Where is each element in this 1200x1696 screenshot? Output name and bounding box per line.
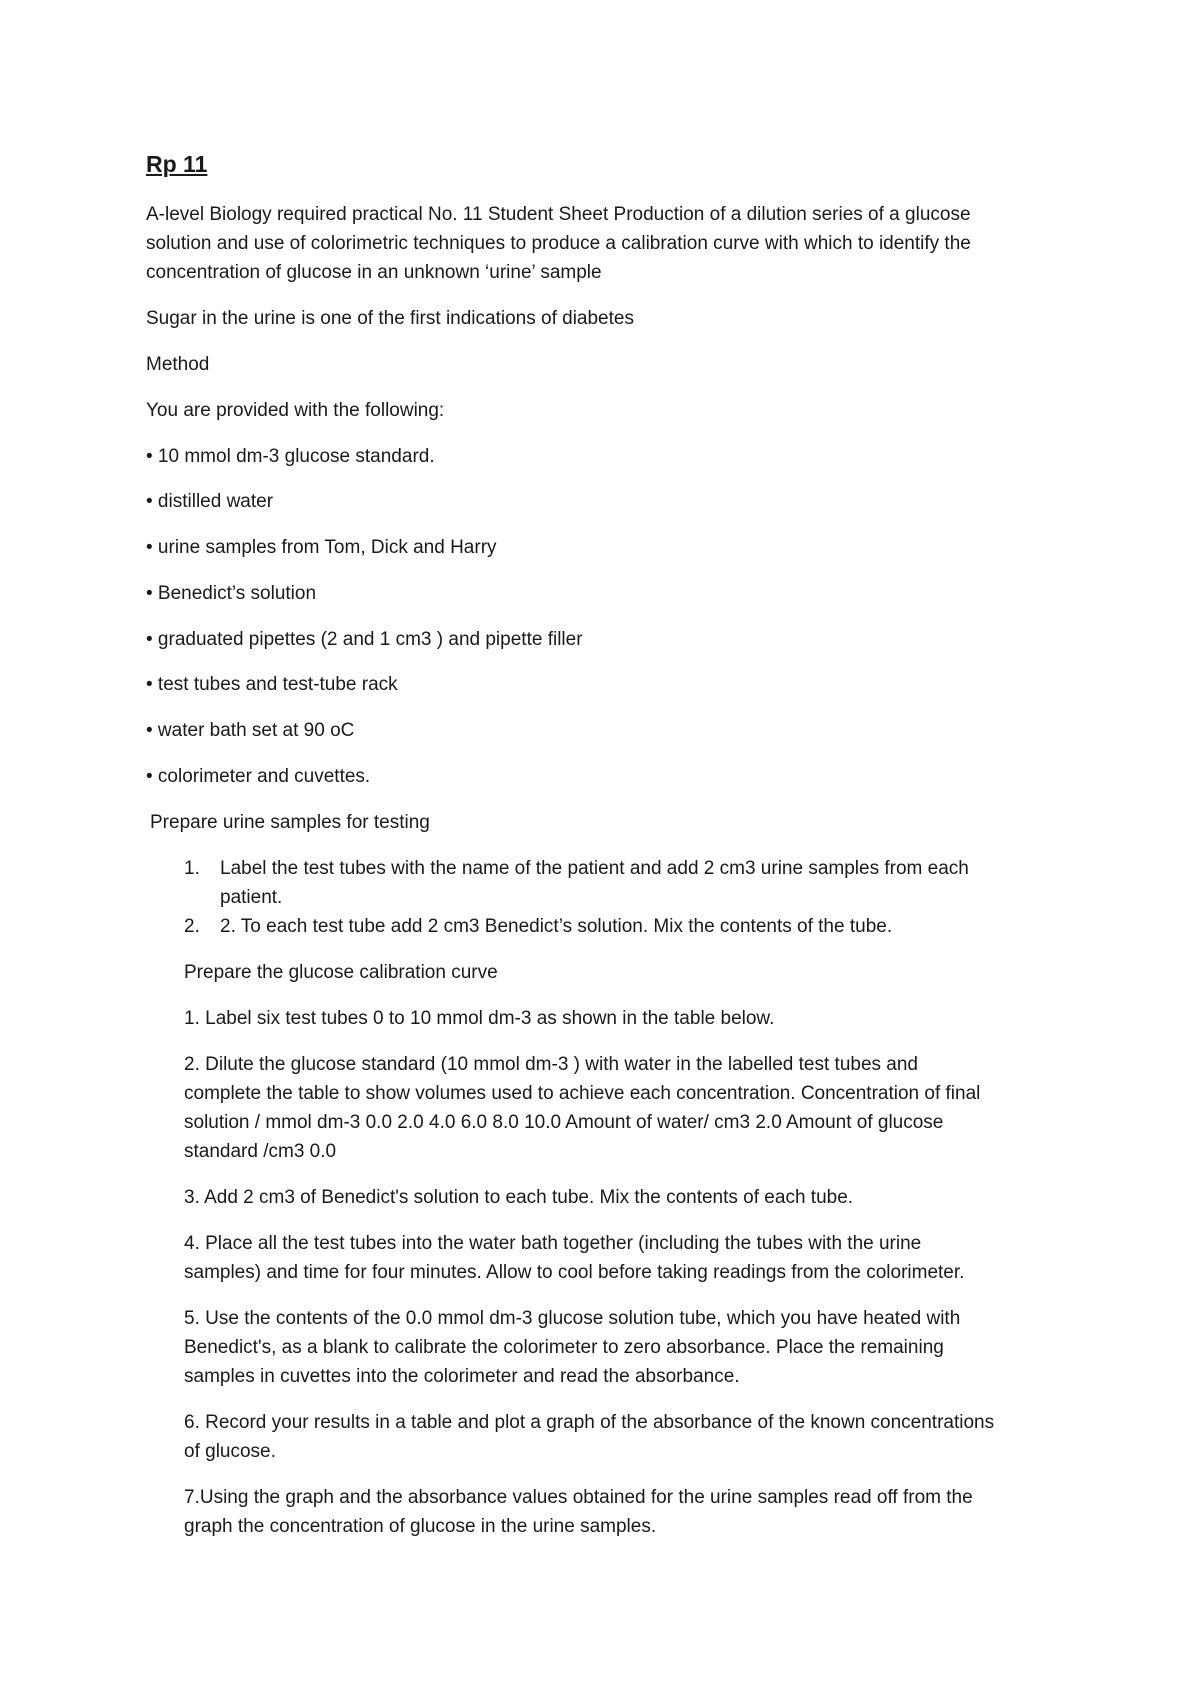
curve-step-line: samples in cuvettes into the colorimeter and read the absorbance.	[184, 1366, 740, 1387]
urine-step-line: patient.	[220, 887, 283, 908]
list-number: 2.	[184, 916, 200, 937]
urine-step-line: Label the test tubes with the name of the patient and add 2 cm3 urine samples from each	[220, 858, 969, 879]
intro-line: concentration of glucose in an unknown ‘urine’ sample	[146, 262, 602, 283]
provided-item: • test tubes and test-tube rack	[146, 674, 398, 695]
provided-item: • water bath set at 90 oC	[146, 720, 355, 741]
curve-step-line: solution / mmol dm-3 0.0 2.0 4.0 6.0 8.0 10.0 Amount of water/ cm3 2.0 Amount of glucose	[184, 1112, 944, 1133]
curve-step-line: 2. Dilute the glucose standard (10 mmol dm-3 ) with water in the labelled test tubes and	[184, 1054, 918, 1075]
curve-step-line: 4. Place all the test tubes into the water bath together (including the tubes with the urine	[184, 1233, 922, 1254]
provided-heading: You are provided with the following:	[146, 400, 445, 421]
method-heading: Method	[146, 354, 210, 375]
curve-step-line: of glucose.	[184, 1441, 276, 1462]
curve-step-line: 5. Use the contents of the 0.0 mmol dm-3 glucose solution tube, which you have heated with	[184, 1308, 961, 1329]
provided-item: • graduated pipettes (2 and 1 cm3 ) and pipette filler	[146, 629, 583, 650]
urine-step-line: 2. To each test tube add 2 cm3 Benedict’s solution. Mix the contents of the tube.	[220, 916, 893, 937]
intro-line: solution and use of colorimetric techniques to produce a calibration curve with which to identify the	[146, 233, 971, 254]
curve-step-line: standard /cm3 0.0	[184, 1141, 337, 1162]
list-number: 1.	[184, 858, 200, 879]
sugar-note: Sugar in the urine is one of the first indications of diabetes	[146, 308, 634, 329]
provided-item: • distilled water	[146, 491, 274, 512]
provided-item: • 10 mmol dm-3 glucose standard.	[146, 446, 435, 467]
curve-step-line: Benedict's, as a blank to calibrate the colorimeter to zero absorbance. Place the remaining	[184, 1337, 944, 1358]
provided-item: • urine samples from Tom, Dick and Harry	[146, 537, 497, 558]
curve-step-line: samples) and time for four minutes. Allow to cool before taking readings from the colorimeter.	[184, 1262, 965, 1283]
document-title: Rp 11	[146, 151, 208, 177]
provided-item: • Benedict’s solution	[146, 583, 317, 604]
curve-step-line: 1. Label six test tubes 0 to 10 mmol dm-3 as shown in the table below.	[184, 1008, 775, 1029]
prepare-urine-heading: Prepare urine samples for testing	[150, 812, 430, 833]
curve-step-line: complete the table to show volumes used to achieve each concentration. Concentration of final	[184, 1083, 981, 1104]
prepare-curve-heading: Prepare the glucose calibration curve	[184, 962, 498, 983]
provided-item: • colorimeter and cuvettes.	[146, 766, 371, 787]
curve-step-line: 6. Record your results in a table and plot a graph of the absorbance of the known concentrations	[184, 1412, 995, 1433]
curve-step-line: 3. Add 2 cm3 of Benedict's solution to each tube. Mix the contents of each tube.	[184, 1187, 854, 1208]
intro-line: A-level Biology required practical No. 11 Student Sheet Production of a dilution series of a glucose	[146, 204, 971, 225]
curve-step-line: 7.Using the graph and the absorbance values obtained for the urine samples read off from the	[184, 1487, 973, 1508]
curve-step-line: graph the concentration of glucose in the urine samples.	[184, 1516, 657, 1537]
